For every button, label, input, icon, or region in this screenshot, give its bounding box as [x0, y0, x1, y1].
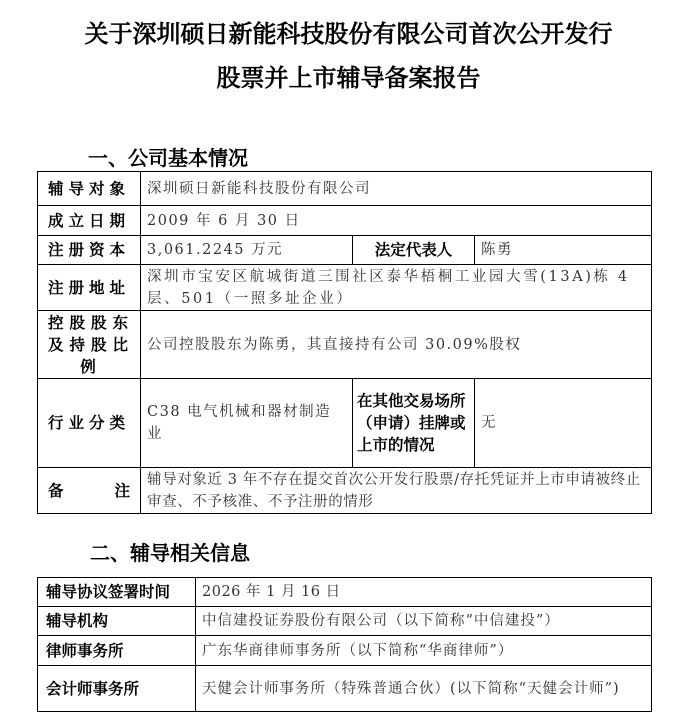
value-other-listing: 无 [475, 379, 652, 468]
label-notes-b: 注 [114, 481, 130, 500]
value-agreement-date: 2026 年 1 月 16 日 [196, 578, 652, 607]
row-law-firm [38, 636, 652, 666]
value-capital: 3,061.2245 万元 [141, 236, 353, 265]
row-address [38, 265, 652, 311]
label-agreement-date: 辅导协议签署时间 [38, 578, 196, 607]
counseling-info-table [37, 577, 652, 712]
label-capital: 注册资本 [38, 236, 141, 265]
value-legal-rep: 陈勇 [475, 236, 652, 265]
value-accounting-firm: 天健会计师事务所（特殊普通合伙）(以下简称“天健会计师”) [196, 666, 652, 712]
value-law-firm: 广东华商律师事务所（以下简称“华商律师”） [196, 636, 652, 666]
value-address: 深圳市宝安区航城街道三围社区泰华梧桐工业园大雪(13A)栋 4 层、501（一照多址企业） [141, 265, 652, 311]
value-industry: C38 电气机械和器材制造业 [141, 379, 353, 468]
value-institution: 中信建投证券股份有限公司（以下简称“中信建投”） [196, 607, 652, 636]
company-info-table [37, 171, 652, 514]
label-law-firm: 律师事务所 [38, 636, 196, 666]
row-established [38, 206, 652, 236]
label-notes-a: 备 [48, 481, 64, 500]
section2-heading: 二、辅导相关信息 [90, 541, 250, 565]
label-address: 注册地址 [38, 265, 141, 311]
label-legal-rep: 法定代表人 [353, 236, 475, 265]
label-accounting-firm: 会计师事务所 [38, 666, 196, 712]
row-capital [38, 236, 652, 265]
section1-heading: 一、公司基本情况 [88, 146, 248, 170]
row-agreement-date [38, 578, 652, 607]
document-title-line1: 关于深圳硕日新能科技股份有限公司首次公开发行 [84, 20, 613, 48]
value-established: 2009 年 6 月 30 日 [141, 206, 652, 236]
label-established: 成立日期 [38, 206, 141, 236]
row-target [38, 172, 652, 206]
row-accounting-firm [38, 666, 652, 712]
row-shareholder [38, 311, 652, 379]
label-industry: 行业分类 [38, 379, 141, 468]
document-title-line2: 股票并上市辅导备案报告 [216, 64, 481, 92]
value-notes: 辅导对象近 3 年不存在提交首次公开发行股票/存托凭证并上市申请被终止审查、不予核准、不予注册的情形 [141, 468, 652, 514]
value-shareholder: 公司控股股东为陈勇，其直接持有公司 30.09%股权 [141, 311, 652, 379]
row-institution [38, 607, 652, 636]
label-notes [38, 468, 141, 514]
label-other-listing: 在其他交易场所（申请）挂牌或上市的情况 [353, 379, 475, 468]
value-target: 深圳硕日新能科技股份有限公司 [141, 172, 652, 206]
label-target: 辅导对象 [38, 172, 141, 206]
label-institution: 辅导机构 [38, 607, 196, 636]
row-notes [38, 468, 652, 514]
label-shareholder: 控股股东及持股比例 [38, 311, 141, 379]
row-industry [38, 379, 652, 468]
